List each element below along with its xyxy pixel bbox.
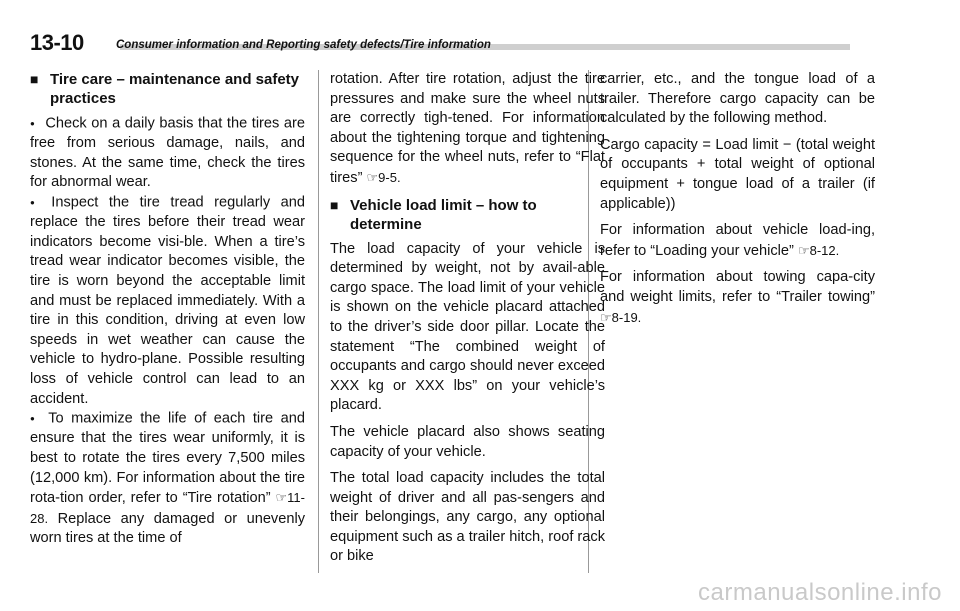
paragraph <box>600 221 875 261</box>
paragraph-text: Inspect the tire tread regularly and replace the tires before their tread wear indicators become visi-ble. When a tire’s tread wear indicator becomes visible, the tire is worn beyond the acceptable limit and must be replaced immediately. With a tire in this condition, driving at even low speeds in wet weather can cause the vehicle to hydro-plane. Possible resulting loss of vehicle control can lead to an accident. <box>30 194 305 407</box>
paragraph: Cargo capacity = Load limit − (total weight of occupants + total weight of optional equipment + tongue load of a trailer (if applicable)) <box>600 136 875 212</box>
paragraph-text: To maximize the life of each tire and ensure that the tires wear uniformly, it is best to rotate the tires every 7,500 miles (12,000 km). For information about the tire rota-tion order, refer to “Tire rotation” <box>30 410 305 507</box>
paragraph <box>600 268 875 328</box>
bullet-paragraph <box>30 409 305 549</box>
paragraph: carrier, etc., and the tongue load of a trailer. Therefore cargo capacity can be calculated by the following method. <box>600 71 875 127</box>
section-heading <box>30 70 305 108</box>
square-bullet-icon: ■ <box>330 196 339 213</box>
paragraph <box>330 70 605 189</box>
page-reference-link[interactable]: ☞9-5. <box>366 169 401 185</box>
page-number: 13-10 <box>30 30 84 55</box>
page-reference-link[interactable]: ☞11-28. <box>30 490 305 526</box>
watermark: carmanualsonline.info <box>698 579 942 606</box>
section-heading <box>330 196 605 234</box>
paragraph-text: For information about vehicle load-ing, refer to “Loading your vehicle” <box>600 222 875 259</box>
paragraph: The vehicle placard also shows seating capacity of your vehicle. <box>330 423 605 460</box>
heading-text: Vehicle load limit – how to determine <box>350 196 537 233</box>
bullet-paragraph <box>30 193 305 409</box>
paragraph-text: Check on a daily basis that the tires are free from serious damage, nails, and stones. At the same time, check the tires for abnormal wear. <box>30 115 305 191</box>
page-header <box>30 30 850 56</box>
column-2 <box>330 70 605 574</box>
column-3 <box>600 70 875 335</box>
column-divider <box>318 70 319 573</box>
paragraph-text: For information about towing capa-city and weight limits, refer to “Trailer towing” <box>600 269 875 305</box>
heading-text: Tire care – maintenance and safety practices <box>50 71 300 107</box>
square-bullet-icon: ■ <box>30 71 39 87</box>
paragraph-text: rotation. After tire rotation, adjust the tire pressures and make sure the wheel nuts are correctly tigh-tened. For information about the tightening torque and tightening sequence for the wheel nuts, refer to “Flat tires” <box>330 71 605 186</box>
section-title: Consumer information and Reporting safety defects/Tire information <box>116 39 491 51</box>
paragraph: The load capacity of your vehicle is determined by weight, not by avail-able cargo space. The load limit of your vehicle is shown on the vehicle placard attached to the driver’s side door pillar. Locate the statement “The combined weight of occupants and cargo should never exceed XXX kg or XXX lbs” on your vehicle’s placard. <box>330 240 605 414</box>
column-1 <box>30 70 305 549</box>
paragraph: The total load capacity includes the total weight of driver and all pas-sengers and their belongings, any cargo, any optional equipment such as a trailer hitch, roof rack or bike <box>330 470 605 565</box>
bullet-icon: ● <box>30 198 42 208</box>
bullet-icon: ● <box>30 414 39 424</box>
bullet-paragraph <box>30 114 305 193</box>
paragraph-text: Replace any damaged or unevenly worn tires at the time of <box>30 510 305 547</box>
page-reference-link[interactable]: ☞8-19. <box>600 309 642 325</box>
bullet-icon: ● <box>30 119 36 128</box>
page-reference-link[interactable]: ☞8-12. <box>797 242 840 258</box>
